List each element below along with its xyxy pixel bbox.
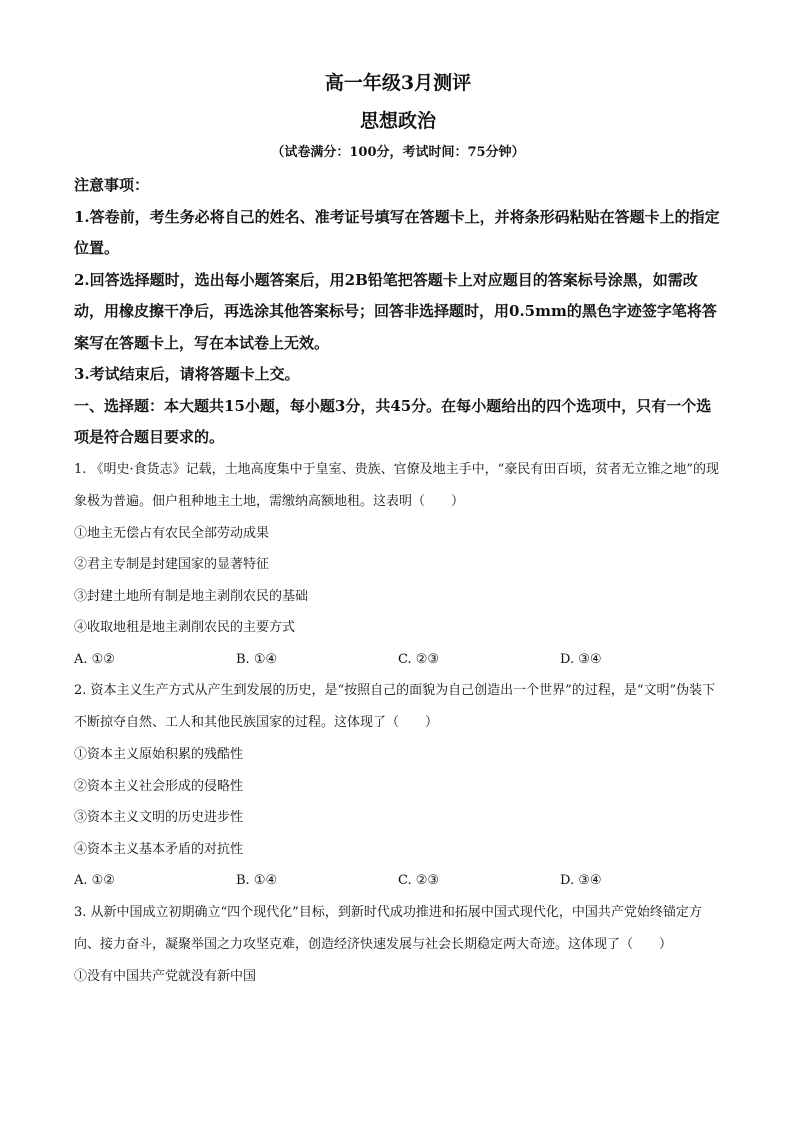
question-2-option-d: D. ③④: [560, 873, 602, 888]
exam-title: 高一年级3月测评: [324, 72, 472, 94]
question-2-statement-4: ④资本主义基本矛盾的对抗性: [74, 841, 244, 857]
question-1-option-c: C. ②③: [398, 651, 440, 667]
notice-heading: 注意事项：: [74, 176, 150, 194]
question-2-statement-3: ③资本主义文明的历史进步性: [74, 810, 244, 825]
question-2-options: [74, 865, 722, 897]
question-2-option-b: B. ①④: [236, 873, 278, 888]
subject-title: 思想政治: [359, 110, 436, 132]
question-2-statement-2: ②资本主义社会形成的侵略性: [74, 778, 244, 794]
question-1-option-d: D. ③④: [560, 651, 602, 667]
question-3-statement-1: ①没有中国共产党就没有新中国: [74, 968, 257, 984]
notice-item-2: 2.回答选择题时，选出每小题答案后，用2B铅笔把答题卡上对应题目的答案标号涂黑，如需改动，用橡皮擦干净后，再选涂其他答案标号；回答非选择题时，用0.5mm的黑色字迹签字笔将答案写在答题卡上，写在本试卷上无效。: [74, 270, 717, 352]
question-3-stem: 3. 从新中国成立初期确立“四个现代化”目标，到新时代成功推进和拓展中国式现代化，中国共产党始终锚定方向、接力奋斗，凝聚举国之力攻坚克难，创造经济快速发展与社会长期稳定两大奇迹。这体现了（ ）: [74, 904, 702, 952]
question-2-option-a: A. ①②: [74, 873, 115, 888]
question-1-statement-2: ②君主专制是封建国家的显著特征: [74, 557, 270, 572]
notice-item-3: 3.考试结束后，请将答题卡上交。: [74, 365, 300, 383]
question-1-option-b: B. ①④: [236, 651, 278, 667]
question-1-statement-3: ③封建土地所有制是地主剥削农民的基础: [74, 588, 309, 604]
question-1-option-a: A. ①②: [74, 651, 115, 667]
question-2-option-c: C. ②③: [398, 873, 440, 888]
section-heading: 一、选择题：本大题共15小题，每小题3分，共45分。在每小题给出的四个选项中，只有一个选项是符合题目要求的。: [74, 396, 712, 446]
exam-info: （试卷满分：100分，考试时间：75分钟）: [271, 145, 525, 160]
question-1-options: [74, 644, 722, 676]
question-1-statement-4: ④收取地租是地主剥削农民的主要方式: [74, 620, 296, 635]
notice-item-1: 1.答卷前，考生务必将自己的姓名、准考证号填写在答题卡上，并将条形码粘贴在答题卡上的指定位置。: [74, 207, 720, 257]
question-1-stem: 1. 《明史·食货志》记载，土地高度集中于皇室、贵族、官僚及地主手中，“豪民有田百顷，贫者无立锥之地”的现象极为普遍。佃户租种地主土地，需缴纳高额地租。这表明（ ）: [74, 461, 719, 509]
question-1-statement-1: ①地主无偿占有农民全部劳动成果: [74, 525, 270, 541]
question-2-statement-1: ①资本主义原始积累的残酷性: [74, 747, 244, 762]
question-2-stem: 2. 资本主义生产方式从产生到发展的历史，是“按照自己的面貌为自己创造出一个世界”的过程，是“文明”伪装下不断掠夺自然、工人和其他民族国家的过程。这体现了（ ）: [74, 683, 716, 730]
